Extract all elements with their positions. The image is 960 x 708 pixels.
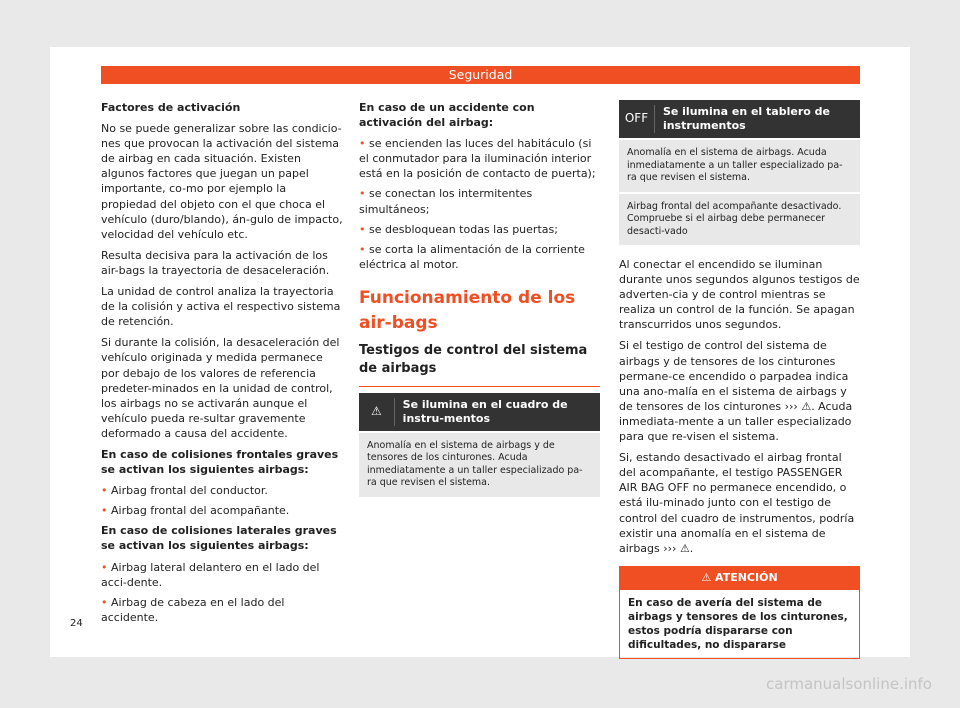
paragraph: Al conectar el encendido se iluminan durante unos segundos algunos testigos de adverten-cia y de control mientras se realiza un control de la función. Se apagan transcurridos unos segundos. [619, 258, 860, 332]
list-item: • se corta la alimentación de la corriente eléctrica al motor. [359, 242, 585, 271]
heading-lateral-collisions: En caso de colisiones laterales graves se activan los siguientes airbags: [101, 524, 337, 553]
list-item: • se desbloquean todas las puertas; [359, 222, 558, 236]
airbag-off-icon: OFF [624, 111, 649, 126]
airbag-icon: ⚠ [370, 404, 382, 419]
lamp-title: Se ilumina en el cuadro de instru-mentos [394, 398, 600, 426]
warning-body: En caso de avería del sistema de airbags y tensores de los cinturones, estos podría dispararse con dificultades, no dispararse [619, 590, 860, 659]
list-item: • Airbag frontal del conductor. [101, 484, 268, 498]
paragraph: La unidad de control analiza la trayectoria de la colisión y activa el respectivo sistema de retención. [101, 285, 341, 329]
subsection-title: Testigos de control del sistema de airbags [359, 342, 588, 376]
lamp-note: Anomalía en el sistema de airbags. Acuda inmediatamente a un taller especializado pa-ra que revisen el sistema. [619, 140, 860, 192]
list-item: • se encienden las luces del habitáculo (si el conmutador para la iluminación interior está en la posición de contacto de puerta); [359, 137, 596, 181]
list-item: • Airbag frontal del acompañante. [101, 504, 290, 518]
column-right [619, 100, 860, 659]
heading-activation-factors: Factores de activación [101, 101, 241, 114]
list-item: • se conectan los intermitentes simultáneos; [359, 187, 533, 216]
column-middle [359, 100, 600, 497]
passenger-airbag-lamp-row [619, 100, 860, 138]
paragraph: No se puede generalizar sobre las condicio-nes que provocan la activación del sistema de airbag en cada situación. Existen algunos factores que juegan un papel importante, co-mo por ejemplo la propiedad del objeto con el que choca el vehículo (duro/blando), án-gulo de impacto, velocidad del vehículo etc. [101, 122, 343, 241]
watermark: carmanualsonline.info [766, 675, 932, 693]
column-left [101, 100, 344, 630]
paragraph: Si, estando desactivado el airbag frontal del acompañante, el testigo PASSENGER AIR BAG OFF no permanece encendido, o está ilu-minado junto con el testigo de control del cuadro de instrumentos, podría existir una anomalía en el sistema de airbags ››› ⚠. [619, 451, 855, 555]
lamp-note: Airbag frontal del acompañante desactivado. Compruebe si el airbag debe permanecer desacti-vado [619, 194, 860, 246]
list-item: • Airbag de cabeza en el lado del accidente. [101, 595, 285, 624]
paragraph: Si el testigo de control del sistema de airbags y de tensores de los cinturones permane-ce encendido o parpadea indica una ano-malía en el sistema de airbags y de tensores de los cinturones ››› ⚠. Acuda inmediata-mente a un taller especializado para que re-visen el sistema. [619, 339, 853, 444]
lamp-title: Se ilumina en el tablero de instrumentos [654, 105, 860, 133]
list-item: • Airbag lateral delantero en el lado del acci-dente. [101, 560, 320, 589]
warning-lamp-row [359, 393, 600, 431]
warning-header: ⚠ ATENCIÓN [619, 566, 860, 590]
section-title: Funcionamiento de los air-bags [359, 287, 576, 333]
paragraph: Si durante la colisión, la desaceleración del vehículo originada y medida permanece por debajo de los valores de referencia predeter-minados en la unidad de control, los airbags no se activarán aunque el vehículo pueda re-sultar gravemente deformado a causa del accidente. [101, 336, 340, 440]
lamp-note: Anomalía en el sistema de airbags y de tensores de los cinturones. Acuda inmediatamente a un taller especializado pa-ra que revisen el sistema. [359, 433, 600, 497]
paragraph: Resulta decisiva para la activación de los air-bags la trayectoria de desaceleración. [101, 248, 330, 277]
section-header: Seguridad [101, 66, 860, 84]
heading-accident: En caso de un accidente con activación del airbag: [359, 101, 535, 130]
heading-frontal-collisions: En caso de colisiones frontales graves se activan los siguientes airbags: [101, 447, 339, 477]
page-number: 24 [70, 618, 83, 629]
divider [359, 386, 600, 387]
